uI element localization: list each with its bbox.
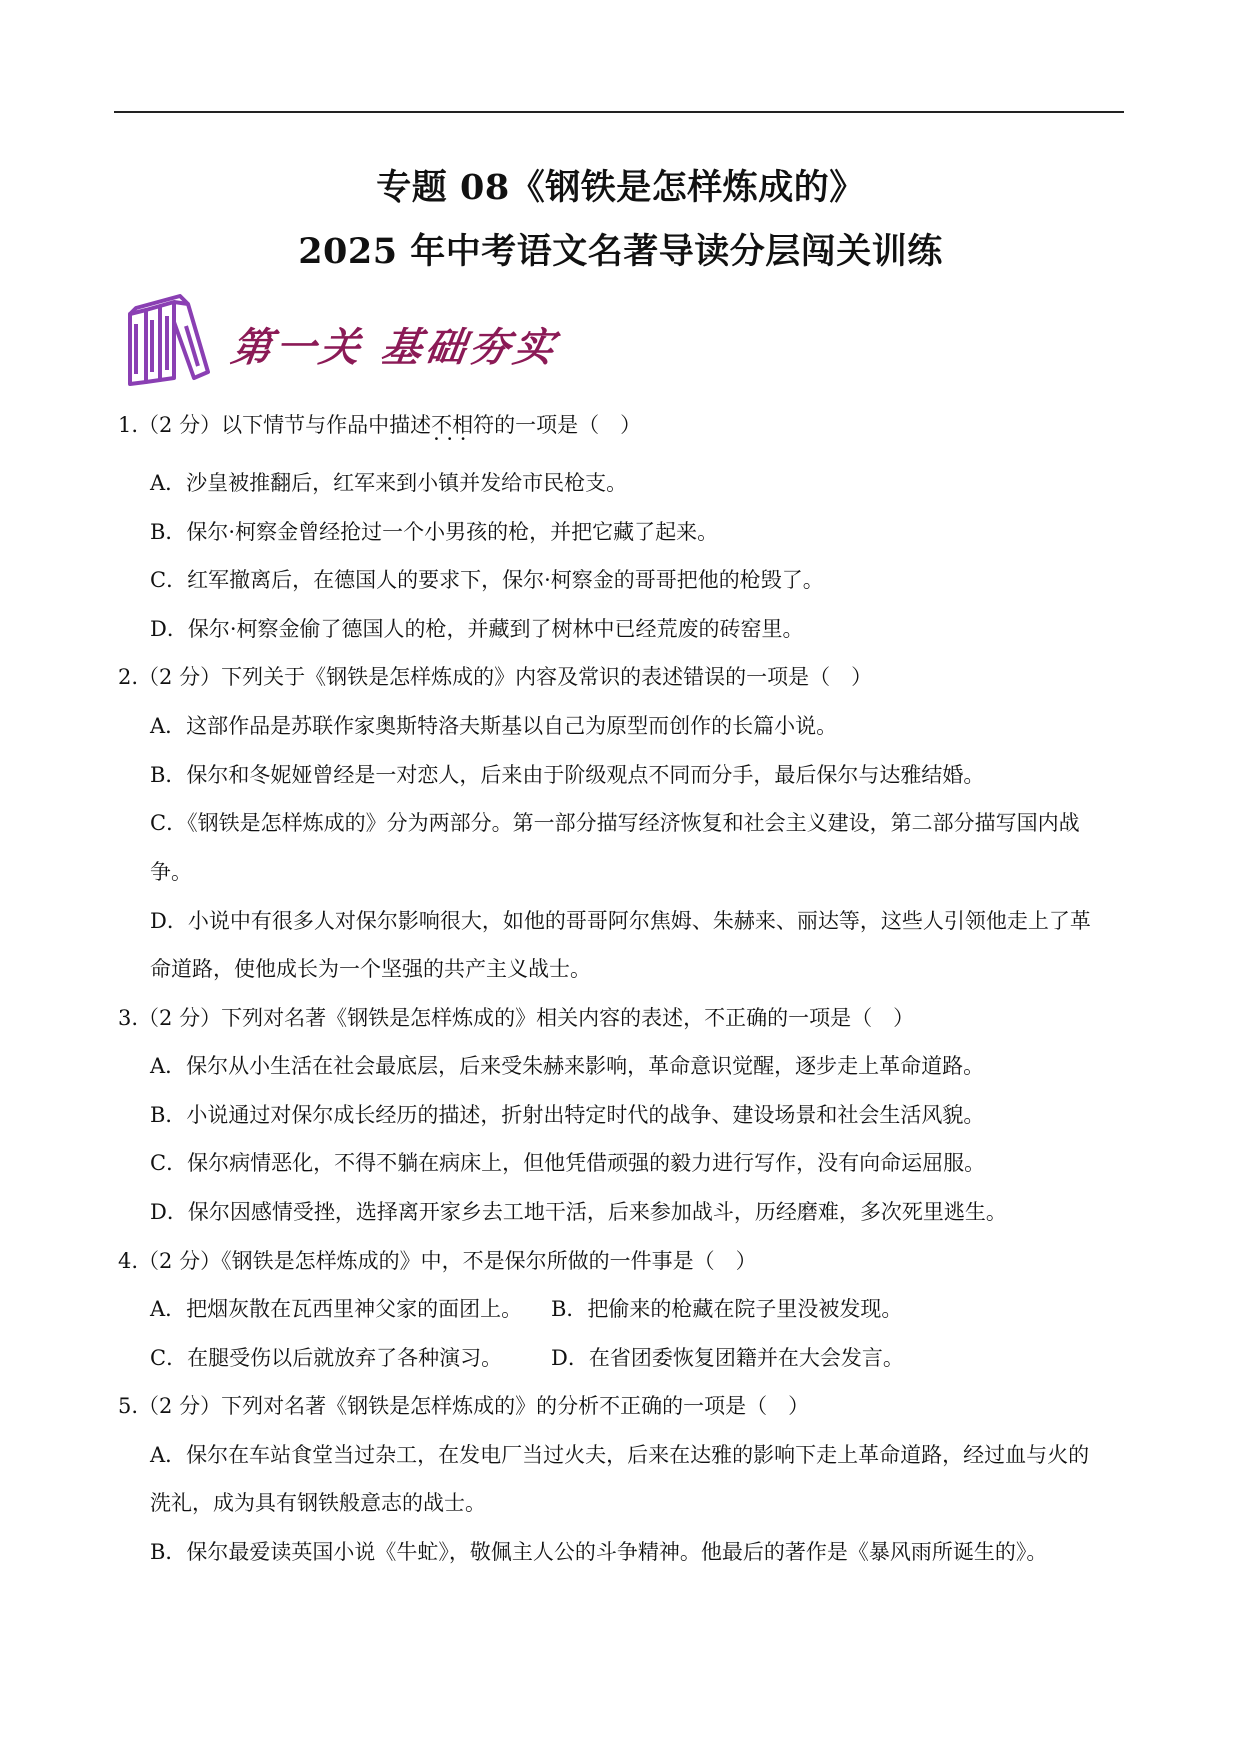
- question-3-option-a: A．保尔从小生活在社会最底层，后来受朱赫来影响，革命意识觉醒，逐步走上革命道路。: [150, 1054, 985, 1078]
- question-2-option-c-cont: 争。: [150, 860, 192, 884]
- question-2-option-c: C．《钢铁是怎样炼成的》分为两部分。第一部分描写经济恢复和社会主义建设，第二部分描写国内战: [150, 811, 1080, 835]
- question-3-option-b: B．小说通过对保尔成长经历的描述，折射出特定时代的战争、建设场景和社会生活风貌。: [150, 1103, 985, 1127]
- page-title-line1: 专题 08《钢铁是怎样炼成的》: [376, 167, 865, 208]
- header-rule: [114, 111, 1124, 113]
- question-2-option-d-cont: 命道路，使他成长为一个坚强的共产主义战士。: [150, 957, 591, 981]
- question-4-option-b: B．把偷来的枪藏在院子里没被发现。: [551, 1297, 903, 1321]
- question-1-stem-suffix: 的一项是（ ）: [494, 413, 642, 437]
- question-4-option-c: C．在腿受伤以后就放弃了各种演习。: [150, 1346, 503, 1370]
- question-5-option-a-cont: 洗礼，成为具有钢铁般意志的战士。: [150, 1491, 486, 1515]
- question-3-option-c: C．保尔病情恶化，不得不躺在病床上，但他凭借顽强的毅力进行写作，没有向命运屈服。: [150, 1151, 986, 1175]
- emphasis-text: 不相符 · · ·: [431, 413, 494, 437]
- question-3-stem: 3.（2 分）下列对名著《钢铁是怎样炼成的》相关内容的表述，不正确的一项是（ ）: [118, 1006, 915, 1030]
- question-4-stem: 4.（2 分）《钢铁是怎样炼成的》中，不是保尔所做的一件事是（ ）: [118, 1249, 757, 1273]
- question-2-option-a: A．这部作品是苏联作家奥斯特洛夫斯基以自己为原型而创作的长篇小说。: [150, 714, 838, 738]
- question-5-option-a: A．保尔在车站食堂当过杂工，在发电厂当过火夫，后来在达雅的影响下走上革命道路，经过血与火的: [150, 1443, 1090, 1467]
- question-2-stem: 2.（2 分）下列关于《钢铁是怎样炼成的》内容及常识的表述错误的一项是（ ）: [118, 665, 873, 689]
- question-4-option-d: D．在省团委恢复团籍并在大会发言。: [551, 1346, 904, 1370]
- question-1-option-a: A．沙皇被推翻后，红军来到小镇并发给市民枪支。: [150, 471, 628, 495]
- question-1-stem: [118, 413, 641, 437]
- question-1-stem-prefix: 1.（2 分）以下情节与作品中描述: [118, 413, 432, 437]
- banner-label: 第一关 基础夯实: [228, 324, 561, 371]
- page-title-line2: 2025 年中考语文名著导读分层闯关训练: [298, 231, 943, 272]
- question-2-option-b: B．保尔和冬妮娅曾经是一对恋人，后来由于阶级观点不同而分手，最后保尔与达雅结婚。: [150, 763, 985, 787]
- question-5-option-b: B．保尔最爱读英国小说《牛虻》，敬佩主人公的斗争精神。他最后的著作是《暴风雨所诞生的》。: [150, 1540, 1048, 1564]
- section-banner: [124, 292, 564, 392]
- question-1-option-d: D．保尔·柯察金偷了德国人的枪，并藏到了树林中已经荒废的砖窑里。: [150, 617, 804, 641]
- question-4-option-a: A．把烟灰散在瓦西里神父家的面团上。: [150, 1297, 523, 1321]
- books-icon: [124, 292, 224, 392]
- question-3-option-d: D．保尔因感情受挫，选择离开家乡去工地干活，后来参加战斗，历经磨难，多次死里逃生。: [150, 1200, 1007, 1224]
- question-5-stem: 5.（2 分）下列对名著《钢铁是怎样炼成的》的分析不正确的一项是（ ）: [118, 1394, 810, 1418]
- question-1-option-c: C．红军撤离后，在德国人的要求下，保尔·柯察金的哥哥把他的枪毁了。: [150, 568, 824, 592]
- question-2-option-d: D．小说中有很多人对保尔影响很大，如他的哥哥阿尔焦姆、朱赫来、丽达等，这些人引领他走上了革: [150, 909, 1091, 933]
- question-1-option-b: B．保尔·柯察金曾经抢过一个小男孩的枪，并把它藏了起来。: [150, 520, 719, 544]
